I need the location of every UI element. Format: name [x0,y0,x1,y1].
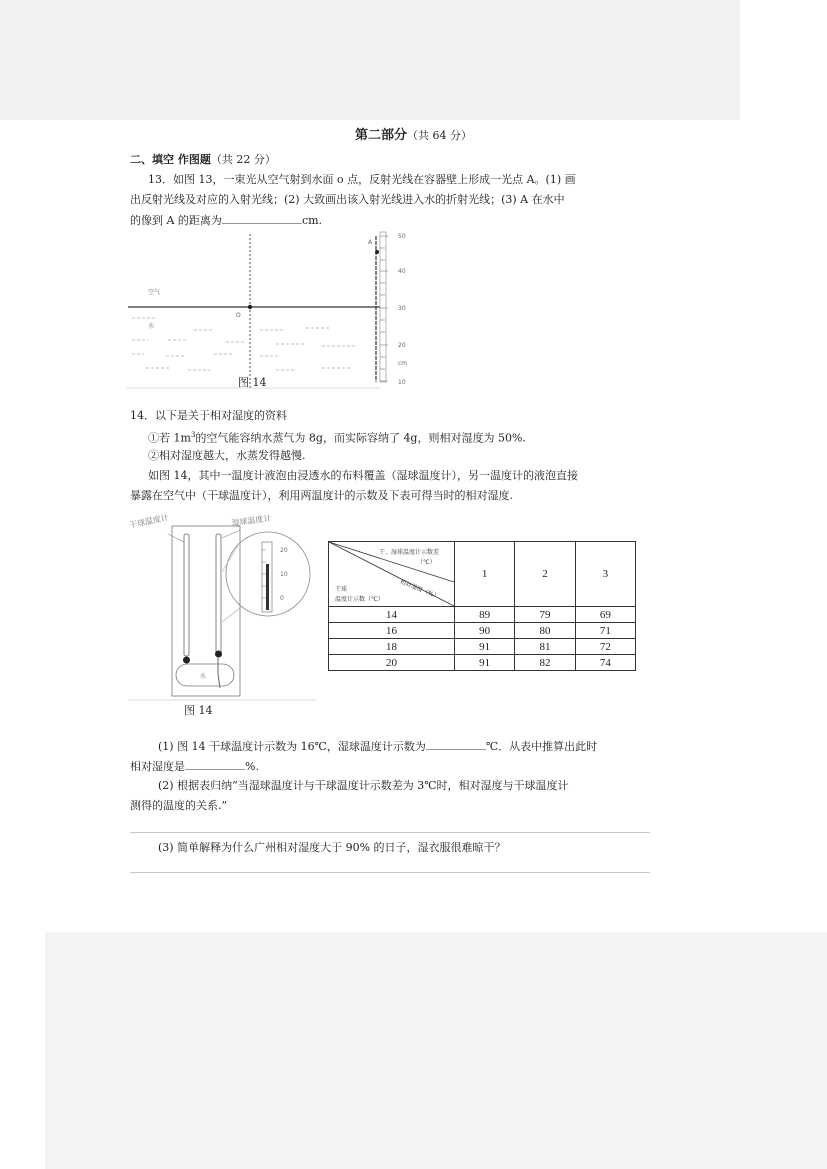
q13-line2: 出反射光线及对应的入射光线；(2) 大致画出该入射光线进入水的折射光线；(3) A 在水中 [130,193,565,206]
point-o-label: O [236,312,241,319]
humidity-cell: 89 [455,607,515,623]
ruler-unit: cm [398,360,408,367]
point-o [248,305,252,309]
q13-answer-blank[interactable] [222,212,302,224]
col-header-2: 2 [515,542,575,607]
sub2-answer-line[interactable] [130,832,650,833]
q14-item2: ②相对湿度越大，水蒸发得越慢. [148,449,306,462]
humidity-cell: 69 [575,607,635,623]
q13-line1: 13．如图 13，一束光从空气射到水面 o 点，反射光线在容器壁上形成一光点 A。(1) 画 [148,173,576,186]
scan-margin-bottom [45,932,827,1169]
col-header-1: 1 [455,542,515,607]
ruler-tick-30: 30 [398,305,406,312]
humidity-cell: 74 [575,655,635,671]
diag-bottom-label-2: 温度计示数（℃） [335,596,384,603]
humidity-answer-blank[interactable] [185,758,245,770]
point-a [375,250,379,254]
wet-thermometer [216,534,221,656]
table-row [329,623,636,639]
sub2-line1: (2) 根据表归纳“当湿球温度计与干球温度计示数差为 3℃时，相对湿度与干球温度计 [158,779,569,792]
table-row [329,607,636,623]
wet-thermometer-label: 湿球温度计 [231,513,272,528]
stand-frame [172,526,240,696]
ruler-tick-20: 20 [398,342,406,349]
container-water-label: 水 [200,673,207,680]
diag-top-label: 干、湿球温度计示数差 [379,549,440,556]
humidity-cell: 90 [455,623,515,639]
q13-line3: 的像到 A 的距离为 cm. [130,214,323,227]
sub2-line2: 测得的温度的关系.” [130,799,228,812]
dry-thermometer-label: 干球温度计 [128,512,170,530]
point-a-label: A [368,239,373,246]
thermometer-figure [128,512,318,722]
light-reflection-figure [126,228,416,390]
sub3-answer-line[interactable] [130,872,650,873]
humidity-cell: 79 [515,607,575,623]
thermometer-figure-caption: 图 14 [184,704,213,717]
table-diagonal-header [329,542,455,607]
wet-temp-answer-blank[interactable] [426,738,486,750]
sub3-line: (3) 简单解释为什么广州相对湿度大于 90% 的日子，湿衣服很难晾干？ [158,841,506,854]
humidity-cell: 91 [455,655,515,671]
dry-temp-cell: 18 [329,639,455,655]
wet-bulb [215,651,222,658]
humidity-cell: 71 [575,623,635,639]
scan-margin-top [0,0,740,120]
scale-tick-0: 0 [280,595,284,602]
dry-bulb [183,657,190,664]
diag-mid-label: 相对湿度（%） [398,578,441,601]
q14-item1: ①若 $1m^3$的空气能容纳水蒸气为 8g，而实际容纳了 4g，则相对湿度为 50%. [148,431,526,445]
dry-temp-cell: 14 [329,607,455,623]
humidity-cell: 80 [515,623,575,639]
q14-para2: 暴露在空气中（干球温度计），利用两温度计的示数及下表可得当时的相对湿度. [130,489,513,502]
q14-para1: 如图 14，其中一温度计液泡由浸透水的布料覆盖（湿球温度计），另一温度计的液泡直接 [148,469,578,482]
figure-caption: 图 14 [238,376,267,389]
dry-temp-cell: 16 [329,623,455,639]
diag-bottom-label-1: 干球 [335,586,348,593]
humidity-cell: 91 [455,639,515,655]
sub1-line1: (1) 图 14 干球温度计示数为 16℃，湿球温度计示数为 ℃．从表中推算出此时 [158,740,598,753]
scale-tick-10: 10 [280,571,288,578]
ruler-tick-40: 40 [398,268,406,275]
wick [218,658,220,688]
magnified-column [266,564,269,610]
part-title: 第二部分（共 64 分） [354,128,472,143]
table-row [329,655,636,671]
ruler [380,232,386,382]
q14-heading: 14．以下是关于相对湿度的资料 [130,409,287,422]
ruler-tick-10: 10 [398,379,406,386]
section-heading: 二、填空 作图题（共 22 分） [130,153,276,166]
dry-thermometer [184,534,189,656]
water-label: 水 [148,323,155,330]
humidity-cell: 82 [515,655,575,671]
col-header-3: 3 [575,542,635,607]
sub1-line2: 相对湿度是 %. [130,760,259,773]
water-hatching [132,318,356,370]
humidity-table [328,541,636,671]
diag-top-unit: （℃） [417,559,436,566]
humidity-cell: 72 [575,639,635,655]
humidity-cell: 81 [515,639,575,655]
table-row [329,639,636,655]
scale-tick-20: 20 [280,547,288,554]
ruler-tick-50: 50 [398,233,406,240]
ruler-ticks [380,236,388,381]
dry-temp-cell: 20 [329,655,455,671]
air-label: 空气 [148,289,161,296]
table-header-row [329,542,636,607]
